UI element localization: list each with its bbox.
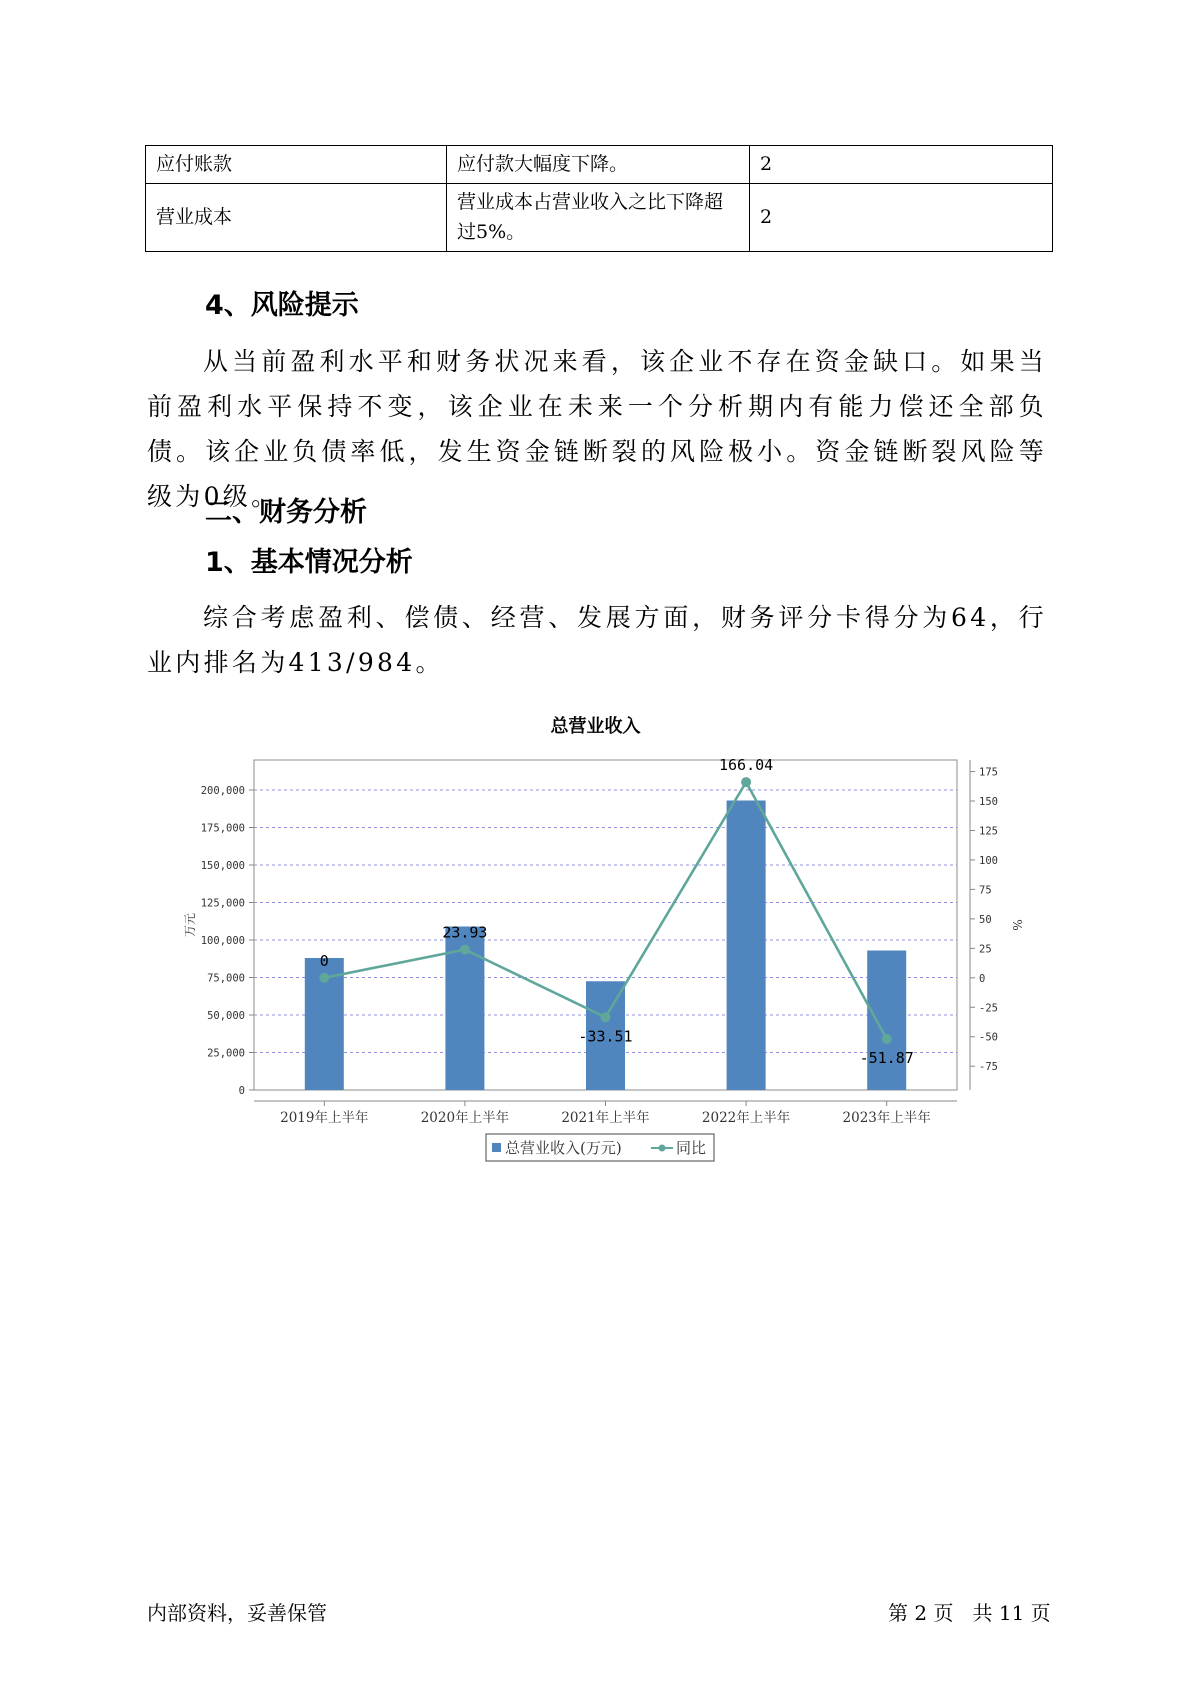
table-cell-score: 2 xyxy=(750,184,1053,252)
yoy-data-label: 23.93 xyxy=(442,923,488,942)
chart-legend xyxy=(486,1134,714,1161)
table-cell-score: 2 xyxy=(750,146,1053,184)
y-tick-label: 75,000 xyxy=(207,972,245,985)
yoy-point xyxy=(601,1012,611,1022)
risk-heading: 4、风险提示 xyxy=(205,290,359,321)
footer-confidential: 内部资料，妥善保管 xyxy=(147,1601,327,1625)
yoy-point xyxy=(741,777,751,787)
bar xyxy=(727,801,766,1091)
y-tick-label: 150,000 xyxy=(200,860,245,872)
legend-line-marker xyxy=(659,1145,666,1152)
yoy-point xyxy=(319,973,329,983)
bar xyxy=(867,951,906,1091)
x-tick-label: 2022年上半年 xyxy=(701,1110,791,1126)
bar-series xyxy=(305,801,906,1091)
table-cell-desc: 应付款大幅度下降。 xyxy=(447,146,750,184)
y2-tick-label: -50 xyxy=(979,1031,998,1044)
footer-page-info: 第 2 页 共 11 页 xyxy=(888,1601,1051,1625)
risk-paragraph: 从当前盈利水平和财务状况来看，该企业不存在资金缺口。如果当前盈利水平保持不变，该企业在未来一个分析期内有能力偿还全部负债。该企业负债率低，发生资金链断裂的风险极小。资金链断裂风险等级为0级。 xyxy=(147,347,1047,511)
table-cell-item: 应付账款 xyxy=(146,146,447,184)
y2-tick-label: 50 xyxy=(979,913,992,926)
chart-title: 总营业收入 xyxy=(550,716,641,737)
y2-tick-label: 125 xyxy=(979,825,998,838)
yoy-data-label: 166.04 xyxy=(719,756,774,775)
y2-tick-label: 0 xyxy=(979,972,986,985)
x-tick-label: 2021年上半年 xyxy=(561,1110,650,1126)
yoy-data-label: -33.51 xyxy=(578,1027,633,1046)
yoy-data-label: 0 xyxy=(319,951,329,970)
y-axis-label: 万元 xyxy=(183,912,197,938)
y2-tick-label: -75 xyxy=(979,1061,998,1074)
legend-bar-swatch xyxy=(492,1143,501,1152)
y2-tick-label: -25 xyxy=(979,1002,998,1015)
y2-tick-label: 25 xyxy=(979,943,992,956)
x-tick-label: 2019年上半年 xyxy=(280,1110,369,1126)
yoy-point xyxy=(460,945,470,955)
legend-line-label: 同比 xyxy=(676,1139,707,1157)
y-tick-label: 100,000 xyxy=(200,935,245,947)
y2-tick-label: 150 xyxy=(979,796,998,809)
finance-heading: 二、财务分析 xyxy=(205,497,367,528)
y2-tick-label: 75 xyxy=(979,884,992,897)
y2-tick-label: 100 xyxy=(979,854,998,867)
y-tick-label: 200,000 xyxy=(200,785,245,797)
y-tick-label: 175,000 xyxy=(200,822,245,835)
yoy-point xyxy=(882,1034,892,1044)
y-tick-label: 25,000 xyxy=(207,1047,245,1060)
y2-tick-label: 175 xyxy=(979,766,998,779)
yoy-data-label: -51.87 xyxy=(859,1048,914,1067)
x-tick-label: 2023年上半年 xyxy=(842,1110,931,1126)
y-tick-label: 125,000 xyxy=(200,897,245,910)
y2-axis-label: % xyxy=(1010,919,1024,931)
table-cell-item: 营业成本 xyxy=(146,184,447,252)
x-tick-label: 2020年上半年 xyxy=(420,1110,510,1126)
legend-bar-label: 总营业收入(万元) xyxy=(505,1139,622,1157)
basic-analysis-heading: 1、基本情况分析 xyxy=(205,547,413,578)
y-tick-label: 0 xyxy=(238,1085,245,1097)
basic-analysis-paragraph: 综合考虑盈利、偿债、经营、发展方面，财务评分卡得分为64，行业内排名为413/984。 xyxy=(147,603,1047,677)
y-tick-label: 50,000 xyxy=(207,1010,245,1022)
table-cell-desc: 营业成本占营业收入之比下降超过5%。 xyxy=(447,184,750,252)
